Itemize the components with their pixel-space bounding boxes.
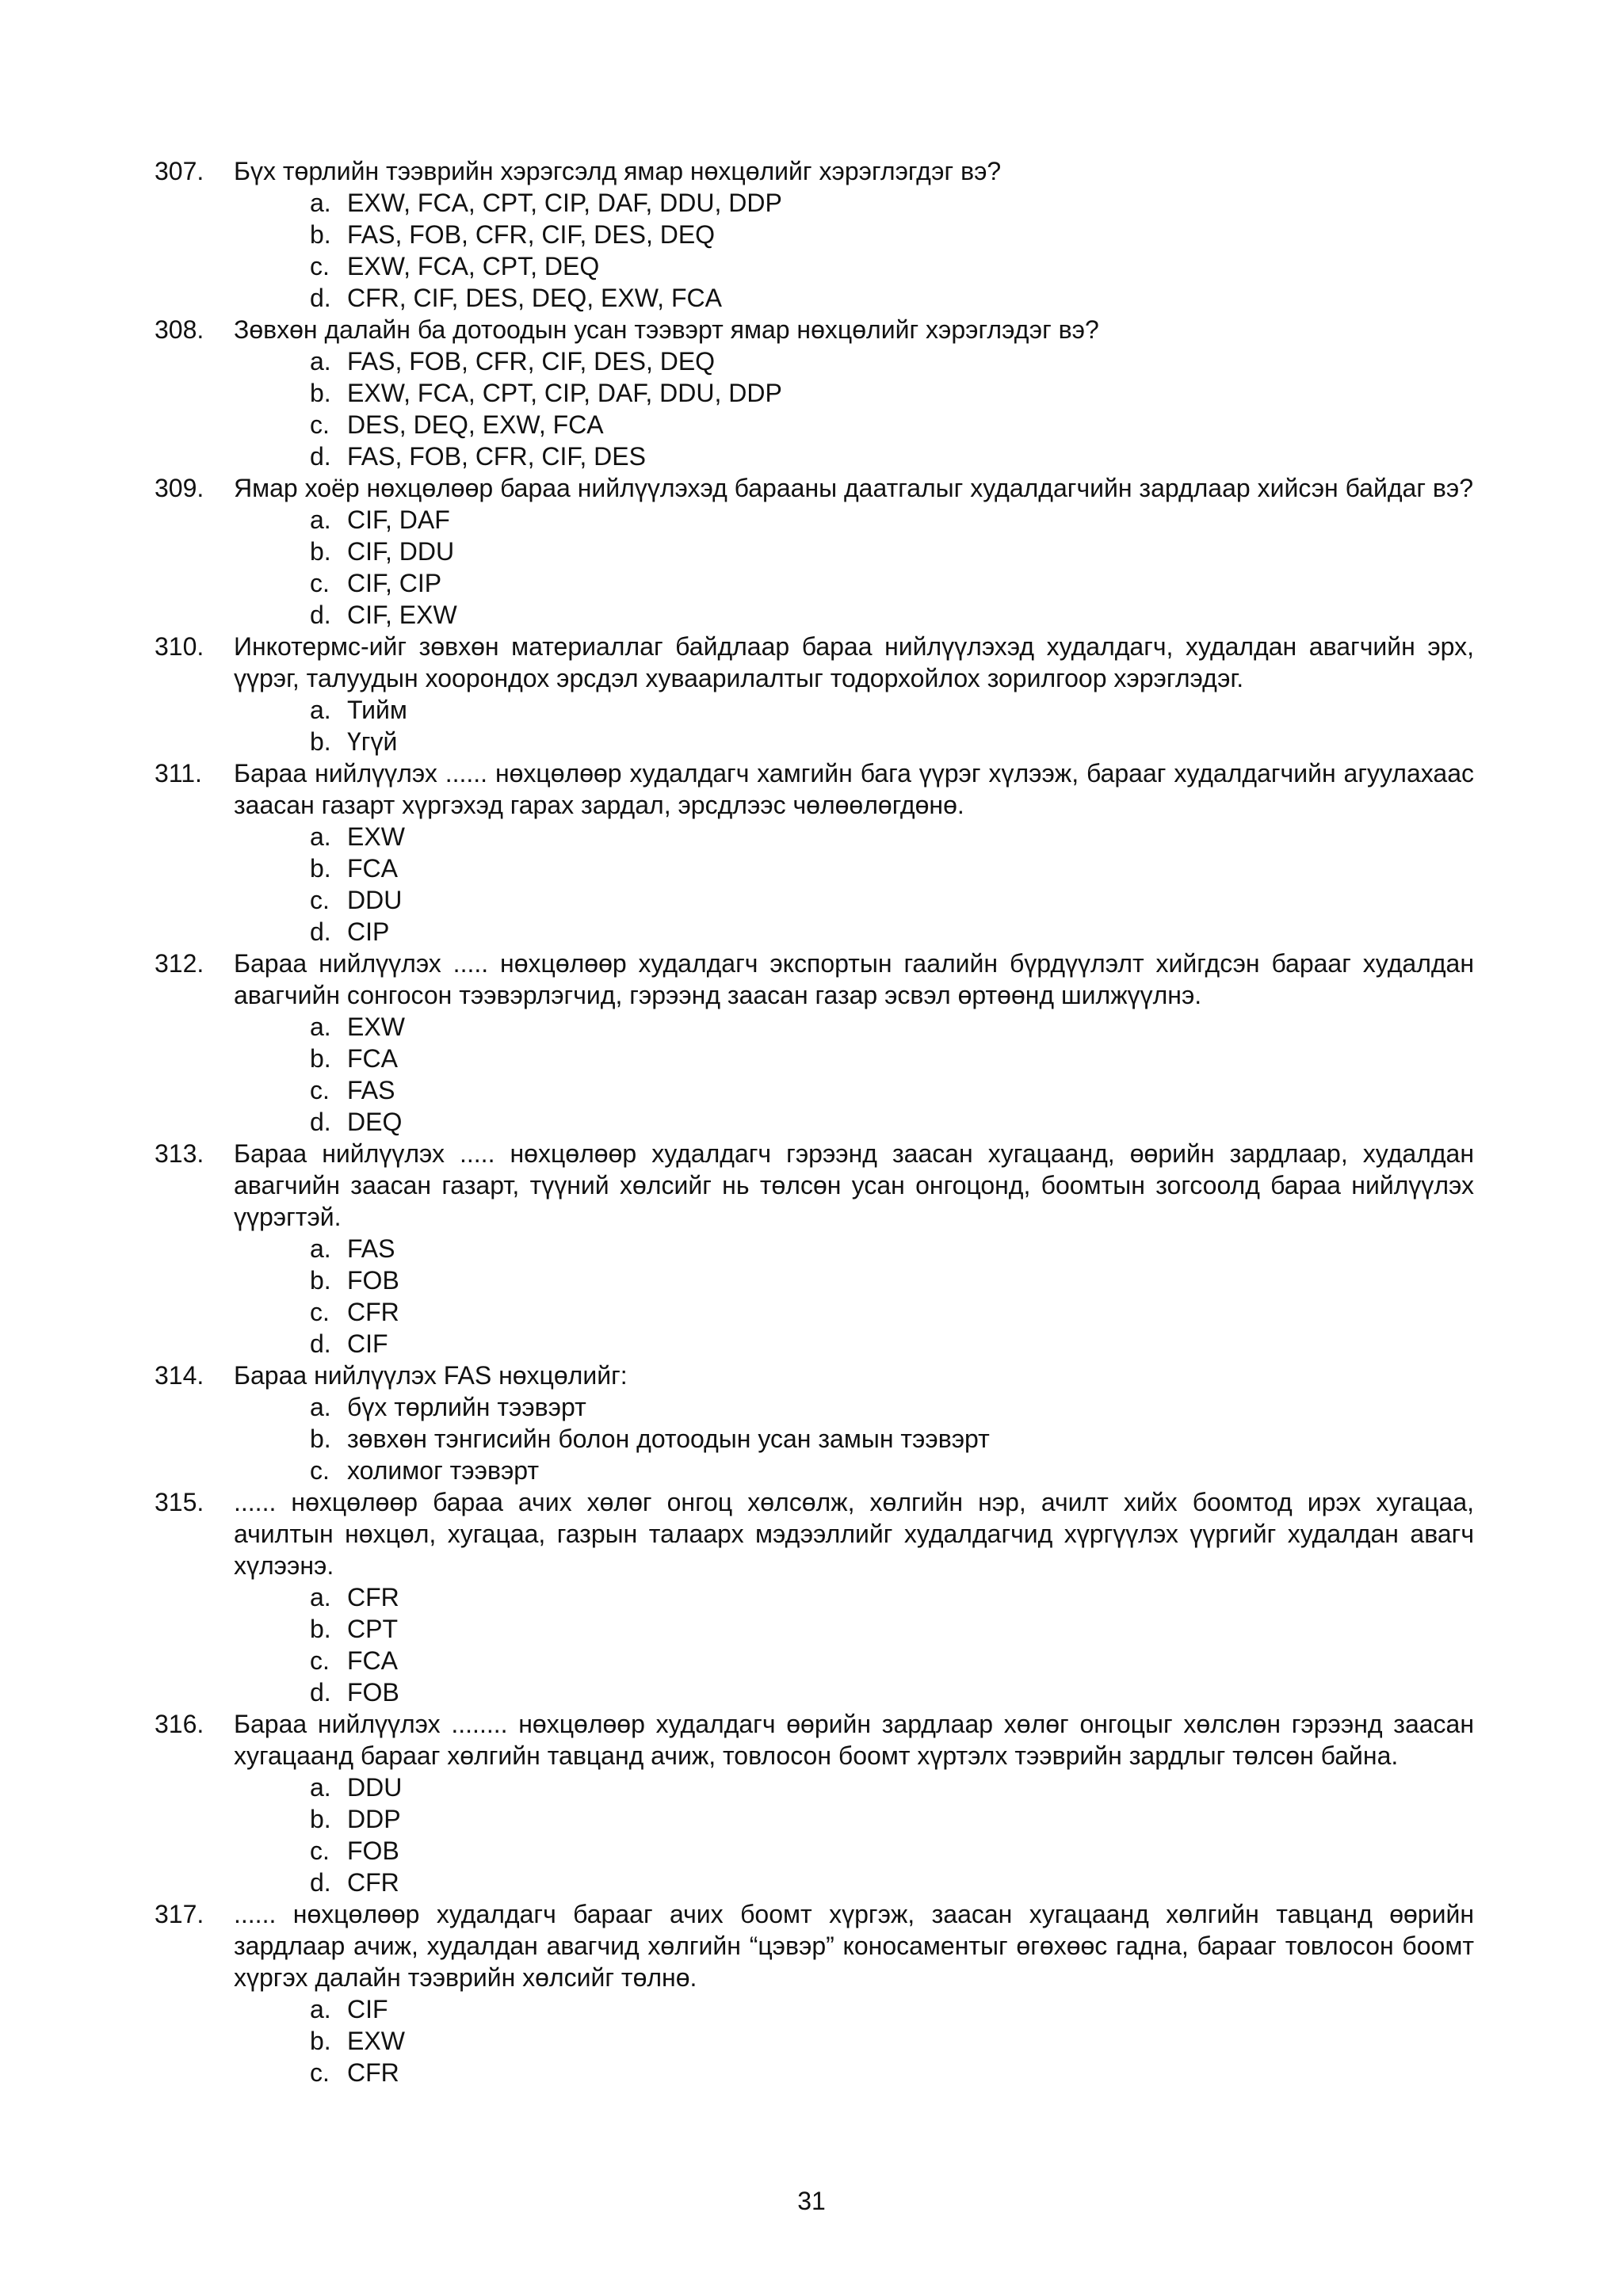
question-list [155,155,1474,2088]
option-text: FOB [347,1836,399,1865]
option-text: CFR [347,1868,399,1897]
option-list [234,1581,1474,1708]
option-list [234,1772,1474,1898]
option-letter: b. [310,1425,331,1453]
option-letter: b. [310,727,331,756]
question-item [155,1898,1474,2088]
question-number: 311. [155,759,202,788]
option-letter: c. [310,252,330,280]
option-text: CIF, EXW [347,601,457,629]
answer-option [310,1423,1474,1455]
option-text: EXW, FCA, CPT, CIP, DAF, DDU, DDP [347,189,782,217]
question-number: 316. [155,1710,204,1738]
option-text: CFR [347,2058,399,2087]
option-letter: d. [310,1329,331,1358]
question-item [155,1708,1474,1898]
option-text: CIF, CIP [347,569,442,597]
option-text: FAS, FOB, CFR, CIF, DES, DEQ [347,347,716,376]
question-number: 309. [155,474,204,502]
answer-option [310,282,1474,314]
option-text: зөвхөн тэнгисийн болон дотоодын усан замын тээвэрт [347,1425,990,1453]
option-text: DES, DEQ, EXW, FCA [347,410,604,439]
option-letter: d. [310,284,331,312]
option-letter: b. [310,220,331,249]
option-text: FOB [347,1678,399,1707]
answer-option [310,250,1474,282]
answer-option [310,821,1474,852]
answer-option [310,1835,1474,1867]
question-item [155,948,1474,1138]
question-number: 308. [155,315,204,344]
option-letter: a. [310,696,331,724]
page-number: 31 [797,2187,826,2215]
question-item [155,631,1474,757]
answer-option [310,1296,1474,1328]
question-item [155,757,1474,948]
option-letter: b. [310,1805,331,1833]
answer-option [310,1011,1474,1043]
answer-option [310,1233,1474,1264]
option-letter: c. [310,569,330,597]
answer-option [310,2057,1474,2088]
question-text: Бараа нийлүүлэх ........ нөхцөлөөр худалдагч өөрийн зардлаар хөлөг онгоцыг хөлслөн гэрээнд заасан хугацаанд барааг хөлгийн тавцанд ачиж, товлосон боомт хүртэлх тээврийн зардлыг төлсөн байна. [234,1710,1474,1770]
option-text: DEQ [347,1108,403,1136]
answer-option [310,187,1474,219]
option-text: FAS [347,1234,395,1263]
option-text: FAS [347,1076,395,1104]
question-item [155,472,1474,631]
answer-option [310,1043,1474,1074]
option-letter: a. [310,1995,331,2023]
option-letter: a. [310,189,331,217]
answer-option [310,536,1474,567]
option-text: холимог тээвэрт [347,1456,540,1485]
question-text: ...... нөхцөлөөр худалдагч барааг ачих боомт хүргэж, заасан хугацаанд хөлгийн тавцанд өөрийн зардлаар ачиж, худалдан авагчид хөлгийн “цэвэр” коносаментыг өгөхөөс гадна, барааг товлосон боомт хүргэх далайн тээврийн хөлсийг төлнө. [234,1900,1474,1992]
question-text: Бүх төрлийн тээврийн хэрэгсэлд ямар нөхцөлийг хэрэглэгдэг вэ? [234,157,1002,185]
answer-option [310,1106,1474,1138]
option-letter: a. [310,1013,331,1041]
option-list [234,345,1474,472]
option-letter: a. [310,505,331,534]
option-letter: c. [310,1456,330,1485]
answer-option [310,345,1474,377]
answer-option [310,2025,1474,2057]
option-text: DDU [347,1773,403,1802]
option-letter: a. [310,822,331,851]
option-letter: a. [310,347,331,376]
option-letter: c. [310,2058,330,2087]
answer-option [310,567,1474,599]
option-text: FAS, FOB, CFR, CIF, DES [347,442,646,471]
option-letter: c. [310,1298,330,1326]
question-item [155,155,1474,314]
answer-option [310,1328,1474,1360]
option-letter: b. [310,854,331,883]
option-text: FAS, FOB, CFR, CIF, DES, DEQ [347,220,716,249]
option-text: CIF [347,1995,388,2023]
option-letter: a. [310,1583,331,1611]
option-text: FOB [347,1266,399,1295]
option-text: CIF, DAF [347,505,450,534]
answer-option [310,1993,1474,2025]
option-list [234,504,1474,631]
option-text: DDU [347,886,403,914]
question-text: Бараа нийлүүлэх ..... нөхцөлөөр худалдагч экспортын гаалийн бүрдүүлэлт хийгдсэн барааг худалдан авагчийн сонгосон тээвэрлэгчид, гэрээнд заасан газар эсвэл өртөөнд шилжүүлнэ. [234,949,1474,1009]
option-text: EXW [347,2027,405,2055]
option-letter: a. [310,1773,331,1802]
answer-option [310,599,1474,631]
option-letter: b. [310,1615,331,1643]
answer-option [310,852,1474,884]
answer-option [310,694,1474,726]
option-text: FCA [347,1646,398,1675]
question-text: Бараа нийлүүлэх ..... нөхцөлөөр худалдагч гэрээнд заасан хугацаанд, өөрийн зардлаар, худалдан авагчийн заасан газарт, түүний хөлсийг нь төлсөн усан онгоцонд, боомтын зогсоолд бараа нийлүүлэх үүрэгтэй. [234,1139,1474,1231]
option-text: Үгүй [347,727,398,756]
question-text: Бараа нийлүүлэх FAS нөхцөлийг: [234,1361,628,1390]
answer-option [310,377,1474,409]
option-letter: b. [310,379,331,407]
question-item [155,1138,1474,1360]
question-number: 315. [155,1488,204,1516]
question-text: Бараа нийлүүлэх ...... нөхцөлөөр худалдагч хамгийн бага үүрэг хүлээж, барааг худалдагчийн агуулахаас заасан газарт хүргэхэд гарах зардал, эрсдлээс чөлөөлөгдөнө. [234,759,1474,819]
option-text: CIF, DDU [347,537,455,566]
answer-option [310,409,1474,441]
option-text: EXW [347,822,405,851]
option-list [234,821,1474,948]
question-text: Инкотермс-ийг зөвхөн материаллаг байдлаар бараа нийлүүлэхэд худалдагч, худалдан авагчийн эрх, үүрэг, талуудын хоорондох эрсдэл хуваарилалтыг тодорхойлох зорилгоор хэрэглэдэг. [234,632,1474,692]
option-letter: d. [310,1868,331,1897]
answer-option [310,1645,1474,1676]
answer-option [310,504,1474,536]
question-number: 312. [155,949,204,978]
option-letter: a. [310,1393,331,1421]
option-text: бүх төрлийн тээвэрт [347,1393,586,1421]
question-text: Зөвхөн далайн ба дотоодын усан тээвэрт ямар нөхцөлийг хэрэглэдэг вэ? [234,315,1099,344]
option-letter: c. [310,1836,330,1865]
question-text: Ямар хоёр нөхцөлөөр бараа нийлүүлэхэд барааны даатгалыг худалдагчийн зардлаар хийсэн байдаг вэ? [234,474,1473,502]
question-number: 314. [155,1361,204,1390]
option-letter: b. [310,2027,331,2055]
answer-option [310,219,1474,250]
answer-option [310,916,1474,948]
option-list [234,694,1474,757]
option-letter: a. [310,1234,331,1263]
option-text: FCA [347,1044,398,1073]
option-text: CFR [347,1583,399,1611]
option-letter: b. [310,1044,331,1073]
question-number: 310. [155,632,204,661]
answer-option [310,1772,1474,1803]
answer-option [310,1803,1474,1835]
answer-option [310,884,1474,916]
answer-option [310,726,1474,757]
option-letter: c. [310,1076,330,1104]
option-letter: c. [310,886,330,914]
option-letter: c. [310,410,330,439]
answer-option [310,1676,1474,1708]
answer-option [310,1455,1474,1486]
answer-option [310,1264,1474,1296]
option-list [234,1011,1474,1138]
option-text: DDP [347,1805,401,1833]
option-text: CFR, CIF, DES, DEQ, EXW, FCA [347,284,722,312]
option-letter: c. [310,1646,330,1675]
question-item [155,1486,1474,1708]
option-letter: d. [310,601,331,629]
option-text: CIF [347,1329,388,1358]
answer-option [310,1867,1474,1898]
option-letter: b. [310,1266,331,1295]
answer-option [310,1074,1474,1106]
question-number: 307. [155,157,204,185]
option-letter: d. [310,1678,331,1707]
option-letter: d. [310,1108,331,1136]
question-item [155,1360,1474,1486]
option-list [234,1391,1474,1486]
option-text: CPT [347,1615,398,1643]
option-letter: d. [310,442,331,471]
question-number: 317. [155,1900,204,1928]
answer-option [310,1613,1474,1645]
answer-option [310,441,1474,472]
option-text: CFR [347,1298,399,1326]
question-text: ...... нөхцөлөөр бараа ачих хөлөг онгоц хөлсөлж, хөлгийн нэр, ачилт хийх боомтод ирэх хугацаа, ачилтын нөхцөл, хугацаа, газрын талаарх мэдээллийг худалдагчид хүргүүлэх үүргийг худалдан авагч хүлээнэ. [234,1488,1474,1580]
option-text: CIP [347,917,390,946]
option-list [234,187,1474,314]
question-number: 313. [155,1139,204,1168]
question-item [155,314,1474,472]
option-text: Тийм [347,696,407,724]
option-letter: d. [310,917,331,946]
answer-option [310,1391,1474,1423]
option-text: EXW, FCA, CPT, DEQ [347,252,600,280]
option-text: FCA [347,854,398,883]
option-list [234,1233,1474,1360]
answer-option [310,1581,1474,1613]
option-text: EXW, FCA, CPT, CIP, DAF, DDU, DDP [347,379,782,407]
option-letter: b. [310,537,331,566]
option-list [234,1993,1474,2088]
option-text: EXW [347,1013,405,1041]
